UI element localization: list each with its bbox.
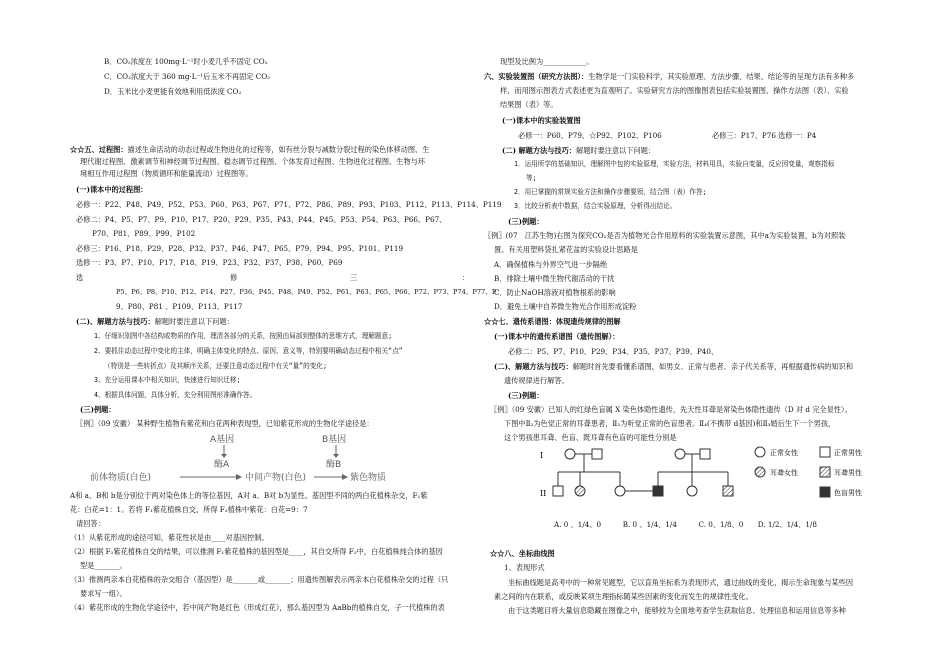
subsection-title: (三)例题： [508,391,544,400]
page-list-label: 选 [76,273,84,282]
section-title: ☆☆五、过程图： [70,145,128,154]
pedigree-male-colorblind [653,486,663,496]
gene-b-label: B基因 [322,435,347,445]
tip: 4、根据具体问题，具体分析，充分利用图形准确作答。 [94,391,257,399]
legend-label: 耳聋男性 [834,469,862,477]
pedigree-male-normal [553,486,563,496]
purple-label: 紫色物质 [350,473,387,483]
option-c: C．防止NaOH溶液对植物根系的影响 [494,288,616,297]
section-desc: 由于这类题目将大量信息隐藏在图像之中，能够较为全面地考查学生获取信息、处理信息和运用信息等多种 [508,606,846,615]
question: （2）根据 F₁紫花植株自交的结果，可以推测 F₁紫花植株的基因型是____，其自交所得 F₂中，白花植株纯合体的基因 [70,547,443,556]
tip: 2、要抓住动态过程中变化的主体，明确主体变化的特点、原因、意义等，特别要明确动态过程中相关“点” [94,347,403,355]
pedigree-female-normal [615,486,625,496]
page-list: P70、P81、P89、P99、P102 [92,229,196,238]
arrowhead-1 [236,474,242,480]
tip: 3．比较分析表中数据，结合实验原理，分析得出结论。 [514,202,677,210]
pedigree-female-normal [687,486,697,496]
section-desc: 结果图（表）等。 [500,100,558,109]
tip: 2．用已掌握的常规实验方法和操作步骤要领，结合图（表）作答; [514,188,707,196]
subsection-title: (三)例题： [508,217,544,226]
page-list: 选修一：P3、P7、P10、P17、P18、P19、P23、P32、P37、P38、P60、P69 [76,258,343,267]
question: （1）从紫花形成的途径可知，紫花性状是由____对基因控制。 [70,533,269,542]
legend-male-colorblind [820,487,830,497]
question: 要求写一组）。 [80,589,127,598]
legend-label: 正常女性 [770,449,798,457]
gene-b-arrowhead [333,454,339,458]
section-desc: 素之间的内在联系，或反映某项生理指标随某些因素的变化而发生的规律性变化。 [494,592,753,601]
continued-text: 现型及比例为____________。 [500,57,594,66]
section-desc: 理代谢过程图、激素调节和神经调节过程图、稳态调节过程图、个体发育过程图、生物进化过程图、生物与环 [80,157,426,166]
question: 型是_______。 [80,561,127,570]
subsection-title: (二)、解题方法与技巧： [494,362,573,371]
page-list: 必修三：P17、P76 选修一：P4 [712,131,817,140]
legend-label: 正常男性 [834,449,862,457]
tip: 1、仔细识别图中各结构或物质的作用，理清各部分的关系，按照由局部到整体的思维方式，理解题意; [94,332,393,340]
example-text: 花：白花=1：1。若将 F₁紫花植株自交，所得 F₂植株中紫花：白花=9：7 [70,505,308,514]
option-b: B．CO₂浓度在 100mg·L⁻¹时小麦几乎不固定 CO₂ [104,57,268,66]
tip: 等; [526,174,537,182]
page-list: 必修三：P16、P18、P29、P28、P32、P37、P46、P47、P65、P79、P94、P95、P101、P119 [76,244,404,253]
pedigree-chart [540,444,890,514]
gene-a-arrowhead [221,454,227,458]
tip: 1．运用所学的基础知识，理解图中包的实验原理，实验方法，材料用具，实验自变量，反应因变量，观察指标 [514,160,835,168]
pedigree-female-normal [675,449,685,459]
subsection-title: (一)课本中的过程图： [76,185,148,194]
pedigree-male-normal [700,449,710,459]
question: （3）推测两亲本白花植株的杂交组合（基因型）是_______或_______；用遗传图解表示两亲本白花植株杂交的过程（只 [70,575,449,584]
page-list-label: 修 [230,273,238,282]
section-title: ☆☆七、遗传系谱图：体现遗传规律的图解 [484,317,621,326]
section-desc: 生物学是一门实验科学，其实验原理、方法步骤、结果、结论等的呈现方法有多种多 [588,72,855,81]
subsection-title: (二)、解题方法与技巧： [76,317,155,326]
pedigree-male-normal [592,449,602,459]
option-d: D．避免土壤中自养微生物光合作用形成淀粉 [494,302,637,311]
subsection-title: (三)例题： [80,405,116,414]
question: （4）紫花形成的生物化学途径中，若中间产物是红色（形成红花），那么基因型为 AaBb的植株自交，子一代植株的表 [70,603,445,612]
legend-female-deaf [755,467,765,477]
legend-male-normal [820,447,830,457]
enzyme-a-label: 酶A [214,460,230,470]
subsection-title: (二) 解题方法与技巧： [502,146,576,155]
legend-female-normal [755,447,765,457]
pedigree-female-normal [565,449,575,459]
tip: 3、充分运用课本中相关知识，快速进行知识迁移; [94,376,241,384]
subsection-desc: 解题时要注意以下问题： [576,146,656,155]
page-list-label: ： [462,273,470,282]
option-b: B．排除土壤中微生物代谢活动的干扰 [494,274,615,283]
pedigree-female-deaf [575,486,585,496]
legend-male-deaf [820,467,830,477]
example-text: 这个男孩患耳聋、色盲、既耳聋有色盲的可能性分别是 [504,433,677,442]
option-a: A．确保植株与外界空气进一步隔绝 [494,260,608,269]
gene-a-label: A基因 [210,435,235,445]
legend-label: 色盲男性 [834,489,862,497]
section-title: 六、实验装置图（研究方法图）： [484,72,589,81]
intermediate-label: 中间产物(白色) [245,473,307,483]
tip: （特别是一些转折点）及其顺序关系，还要注意动态过程中有关“量”的变化; [104,362,327,370]
example-text: A和 a、B和 b是分别位于两对染色体上的等位基因，A对 a、B对 b为显性。基因型不同的两白花植株杂交，F₁紫 [70,491,428,500]
subsection-desc: 遗传规律进行解答。 [504,376,569,385]
arrowhead-2 [342,474,348,480]
example-text: 置。有关用塑料袋扎紧花盆的实验设计思路是 [494,245,638,254]
generation-2-label: II [540,489,547,498]
page-list: 必修一：P60、P79、☆P92、P102、P106 [518,131,662,140]
section-desc: 境相互作用过程图（物质循环和能量流动）过程图等。 [80,169,253,178]
page-list: 9、P80、P81 、P109、P113、P117 [116,302,243,311]
precursor-label: 前体物质(白色) [90,473,152,483]
pathway-diagram [70,432,400,484]
generation-1-label: I [540,451,544,460]
section-desc: 样，而用图示图表方式表述更为直观明了。实验研究方法的图像图表包括实验装置图、操作方法图（表）、实验 [500,86,849,95]
ask-label: 请回答： [76,519,105,528]
enzyme-b-label: 酶B [326,460,342,470]
option-d: D．玉米比小麦更能有效地利用低浓度 CO₂ [104,87,242,96]
subsection-title: (一)课本中的实验装置图 [502,116,581,125]
answer-options: A. 0 、1/4、0 B. 0 、1/4、1/4 C. 0、1/8、0 D. 1/2、1/4、1/8 [554,520,817,529]
example-text: 〖例〗(07 江苏生物)右图为探究CO₂是否为植物光合作用原料的实验装置示意图，其中a为实验装置，b为对照装 [484,231,846,240]
section-desc: 描述生命活动的动态过程或生物进化的过程等，如有丝分裂与减数分裂过程的染色体移动图、生 [127,145,430,154]
subsection-desc: 解题时首先要看懂系谱图，如男女、正常与患者、亲子代关系等，再根据遗传病的知识和 [572,362,854,371]
example-text: 〖例〗（09 安徽）已知人的红绿色盲属 X 染色体隐性遗传，先天性耳聋是常染色体隐性遗传（D 对 d 完全显性）。 [490,405,852,414]
page-list-label: 三 [350,273,358,282]
page-list: 必修一：P22、P48、P49、P52、P53、P60、P63、P67、P71、P72、P86、P89、P93、P103、P112、P113、P114、P119 [76,200,502,209]
pedigree-male-deaf [723,486,733,496]
legend-label: 耳聋女性 [770,469,798,477]
section-title: ☆☆八、坐标曲线图 [490,549,555,558]
page-list: 必修二：P5、P7、P10、P29、P34、P35、P37、P39、P40、 [508,347,719,356]
subsection-title: (一)课本中的遗传系谱图（遗传图解）： [494,332,620,341]
page-list: 必修二：P4、P5、P7、P9、P10、P17、P20、P29、P35、P43、P44、P45、P53、P54、P63、P66、P67、 [76,215,447,224]
option-c: C．CO₂浓度大于 360 mg·L⁻¹后玉米不再固定 CO₂ [104,72,271,81]
section-desc: 坐标曲线题是高考中的一种常见题型，它以直角坐标系为表现形式，通过曲线的变化，揭示生命现象与某些因 [508,578,854,587]
subsection-title: 1、表现形式 [504,563,545,572]
example-intro: 〖例〗（09 安徽） 某种野生植物有紫花和白花两种表现型，已知紫花形成的生物化学途径是： [76,419,374,428]
subsection-desc: 解题时要注意以下问题： [154,317,234,326]
page-list: P5、P6、P8、P10、P12、P14、P27、P36、P45、P48、P49、P52、P61、P63、P65、P66、P72、P73、P74、P77、P [116,288,497,296]
example-text: 下图中Ⅱ₂为色觉正常的耳聋患者，Ⅱ₃为听觉正常的色盲患者。Ⅱ₄(不携带 d基因)和Ⅱ₃婚后生下一个男孩， [504,419,836,428]
